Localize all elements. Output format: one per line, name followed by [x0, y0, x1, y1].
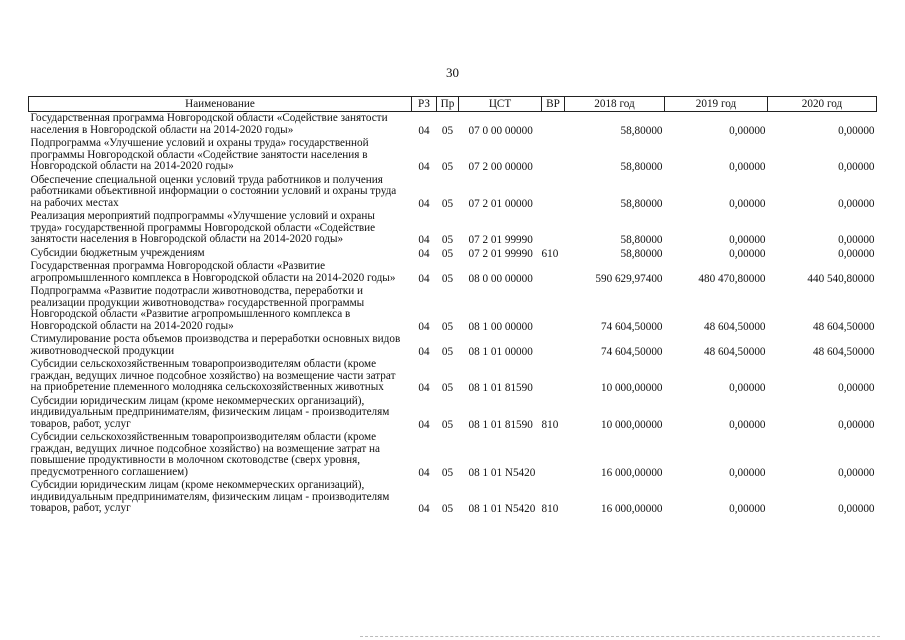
row-name: Субсидии сельскохозяйственным товаропроизводителям области (кроме граждан, ведущих личное подсобное хозяйство) на возмещение затрат на повышение продуктивности в молочном скотоводстве (сверх уровня, предусмотренного соглашением) — [30, 431, 380, 478]
row-2019: 48 604,50000 — [703, 345, 766, 358]
row-cst: 08 1 01 81590 — [468, 418, 533, 431]
row-pr: 05 — [441, 382, 454, 394]
row-rz: 04 — [418, 247, 430, 260]
row-cst: 07 0 00 00000 — [468, 124, 533, 137]
row-2020: 0,00000 — [838, 418, 875, 431]
table-row — [29, 333, 877, 358]
row-pr: 05 — [441, 320, 454, 333]
row-vr: 810 — [541, 418, 559, 431]
row-rz: 04 — [418, 197, 430, 210]
row-name: Подпрограмма «Улучшение условий и охраны труда» государственной программы Новгородской области «Содействие занятости населения в Новгородской области на 2014-2020 годы» — [30, 137, 369, 172]
row-pr: 05 — [441, 503, 454, 515]
row-cst: 08 0 00 00000 — [468, 272, 533, 285]
row-name: Субсидии сельскохозяйственным товаропроизводителям области (кроме граждан, ведущих личное подсобное хозяйство) на возмещение части затрат на приобретение племенного молодняка сельскохозяйственных животных — [30, 358, 396, 393]
row-vr: 810 — [541, 503, 559, 515]
row-pr: 05 — [441, 345, 454, 358]
row-pr: 05 — [441, 234, 454, 246]
row-rz: 04 — [418, 503, 430, 515]
row-vr — [542, 174, 565, 211]
row-name: Субсидии юридическим лицам (кроме некоммерческих организаций), индивидуальным предпринимателям, физическим лицам - производителям товаров, работ, услуг — [30, 479, 390, 514]
header-name: Наименование — [29, 97, 412, 112]
header-rz: РЗ — [412, 97, 437, 112]
row-2018: 16 000,00000 — [600, 466, 663, 479]
row-2019: 0,00000 — [729, 418, 766, 431]
row-2018: 590 629,97400 — [595, 272, 663, 285]
row-cst: 07 2 01 99990 — [468, 247, 533, 260]
row-2020: 440 540,80000 — [807, 272, 875, 285]
row-pr: 05 — [441, 272, 454, 285]
row-2020: 0,00000 — [838, 382, 875, 394]
row-vr — [542, 260, 565, 285]
header-pr: Пр — [437, 97, 459, 112]
row-2019: 0,00000 — [729, 382, 766, 394]
row-2020: 0,00000 — [838, 466, 875, 479]
row-2019: 0,00000 — [729, 503, 766, 515]
row-2020: 0,00000 — [838, 161, 875, 173]
row-2018: 10 000,00000 — [600, 382, 663, 394]
row-2020: 0,00000 — [838, 503, 875, 515]
row-2019: 480 470,80000 — [698, 272, 766, 285]
header-2018: 2018 год — [565, 97, 665, 112]
row-rz: 04 — [418, 382, 430, 394]
row-rz: 04 — [418, 466, 430, 479]
row-pr: 05 — [441, 418, 454, 431]
row-2019: 0,00000 — [729, 197, 766, 210]
table-row — [29, 210, 877, 247]
row-pr: 05 — [441, 466, 454, 479]
row-2020: 0,00000 — [838, 197, 875, 210]
row-cst: 08 1 01 N5420 — [468, 503, 536, 515]
row-2018: 58,80000 — [620, 161, 663, 173]
row-cst: 07 2 01 00000 — [468, 197, 533, 210]
row-vr — [542, 137, 565, 174]
row-2019: 0,00000 — [729, 247, 766, 260]
row-cst: 07 2 00 00000 — [468, 161, 533, 173]
row-2018: 58,80000 — [620, 234, 663, 246]
row-rz: 04 — [418, 345, 430, 358]
row-name: Государственная программа Новгородской области «Развитие агропромышленного комплекса в Новгородской области на 2014-2020 годы» — [30, 260, 396, 284]
row-name: Субсидии юридическим лицам (кроме некоммерческих организаций), индивидуальным предпринимателям, физическим лицам - производителям товаров, работ, услуг — [30, 394, 390, 430]
row-cst: 08 1 01 N5420 — [468, 466, 536, 479]
row-name: Подпрограмма «Развитие подотрасли животноводства, переработки и реализации продукции животноводства» государственной программы Новгородской области «Развитие агропромышленного комплекса в Новгородской области на 2014-2020 годы» — [30, 285, 365, 332]
row-rz: 04 — [418, 418, 430, 431]
row-pr: 05 — [441, 247, 454, 260]
row-cst: 08 1 00 00000 — [468, 320, 533, 333]
row-2018: 58,80000 — [620, 124, 663, 137]
table-row — [29, 431, 877, 479]
row-vr — [542, 210, 565, 247]
row-2020: 48 604,50000 — [812, 345, 875, 358]
row-2018: 74 604,50000 — [600, 320, 663, 333]
row-2020: 48 604,50000 — [812, 320, 875, 333]
row-2020: 0,00000 — [838, 234, 875, 246]
table-row — [29, 247, 877, 261]
row-rz: 04 — [418, 161, 430, 173]
table-row — [29, 285, 877, 333]
row-rz: 04 — [418, 320, 430, 333]
row-pr: 05 — [441, 197, 454, 210]
table-header-row — [29, 97, 877, 112]
row-cst: 08 1 01 00000 — [468, 345, 533, 358]
row-2018: 10 000,00000 — [600, 418, 663, 431]
table-row — [29, 137, 877, 174]
table-row — [29, 112, 877, 138]
row-vr — [542, 431, 565, 479]
header-2020: 2020 год — [768, 97, 877, 112]
row-name: Стимулирование роста объемов производства и переработки основных видов животноводческой продукции — [30, 333, 401, 357]
table-row — [29, 174, 877, 211]
row-vr: 610 — [541, 247, 559, 260]
header-vr: ВР — [542, 97, 565, 112]
row-rz: 04 — [418, 272, 430, 285]
row-vr — [542, 112, 565, 138]
page-number: 30 — [446, 65, 459, 80]
row-pr: 05 — [441, 124, 454, 137]
row-pr: 05 — [441, 161, 454, 173]
row-2019: 0,00000 — [729, 124, 766, 137]
row-2019: 48 604,50000 — [703, 320, 766, 333]
table-row — [29, 260, 877, 285]
row-2020: 0,00000 — [838, 247, 875, 260]
row-name: Государственная программа Новгородской области «Содействие занятости населения в Новгородской области на 2014-2020 годы» — [30, 112, 388, 136]
row-2019: 0,00000 — [729, 161, 766, 173]
page-bottom-divider — [360, 636, 880, 637]
row-2019: 0,00000 — [729, 234, 766, 246]
table-row — [29, 395, 877, 432]
row-2018: 58,80000 — [620, 197, 663, 210]
row-name: Субсидии бюджетным учреждениям — [30, 246, 205, 259]
row-rz: 04 — [418, 124, 430, 137]
row-2018: 58,80000 — [620, 247, 663, 260]
row-name: Обеспечение специальной оценки условий труда работников и получения работниками объективной информации о состоянии условий и охраны труда на рабочих местах — [30, 173, 397, 209]
row-cst: 08 1 01 81590 — [468, 382, 533, 394]
header-2019: 2019 год — [665, 97, 768, 112]
row-2018: 74 604,50000 — [600, 345, 663, 358]
row-2018: 16 000,00000 — [600, 503, 663, 515]
row-vr — [542, 358, 565, 395]
row-vr — [542, 285, 565, 333]
budget-table — [28, 96, 877, 516]
header-cst: ЦСТ — [459, 97, 542, 112]
row-cst: 07 2 01 99990 — [468, 234, 533, 246]
row-vr — [542, 333, 565, 358]
table-row — [29, 358, 877, 395]
row-2019: 0,00000 — [729, 466, 766, 479]
row-2020: 0,00000 — [838, 124, 875, 137]
table-row — [29, 479, 877, 516]
row-rz: 04 — [418, 234, 430, 246]
row-name: Реализация мероприятий подпрограммы «Улучшение условий и охраны труда» государственной программы Новгородской области «Содействие занятости населения в Новгородской области на 2014-2020 годы» — [30, 210, 376, 245]
